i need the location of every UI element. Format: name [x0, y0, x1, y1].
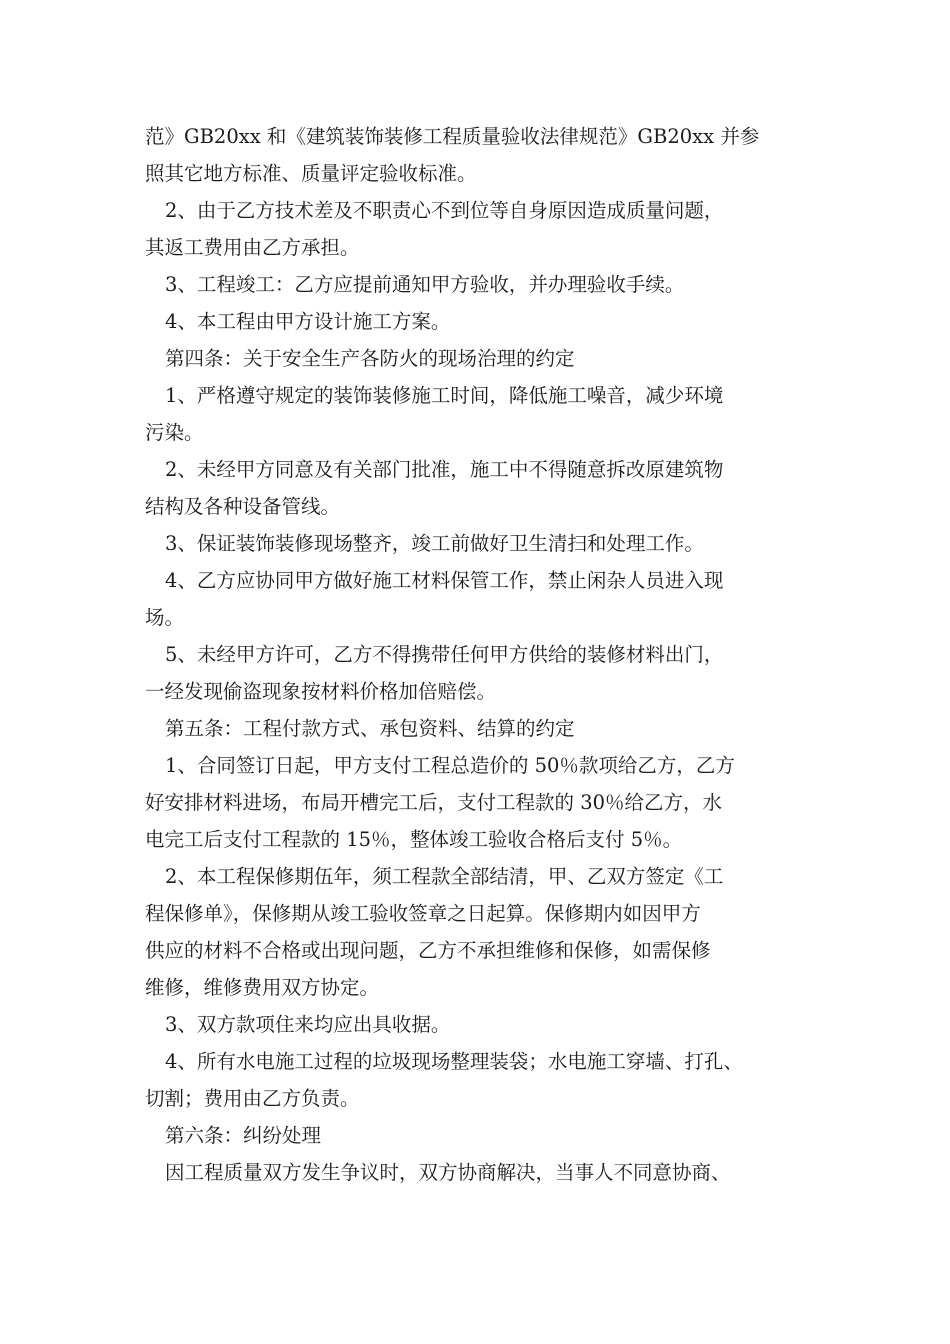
text-line: 2、由于乙方技术差及不职责心不到位等自身原因造成质量问题，: [165, 199, 724, 222]
document-body: [145, 118, 835, 1191]
text-line: 电完工后支付工程款的 15％，整体竣工验收合格后支付 5％。: [145, 828, 683, 851]
text-line: 4、所有水电施工过程的垃圾现场整理装袋；水电施工穿墙、打孔、: [165, 1050, 743, 1073]
text-line: 范》GB20xx 和《建筑装饰装修工程质量验收法律规范》GB20xx 并参: [145, 125, 760, 148]
text-line: 2、未经甲方同意及有关部门批准，施工中不得随意拆改原建筑物: [165, 458, 724, 481]
text-line: 维修，维修费用双方协定。: [145, 976, 380, 999]
text-line: 其返工费用由乙方承担。: [145, 236, 360, 259]
text-line: 一经发现偷盗现象按材料价格加倍赔偿。: [145, 680, 497, 703]
text-line: 好安排材料进场，布局开槽完工后，支付工程款的 30％给乙方，水: [145, 791, 723, 814]
text-line: 2、本工程保修期伍年，须工程款全部结清，甲、乙双方签定《工: [165, 865, 724, 888]
text-line: 5、未经甲方许可，乙方不得携带任何甲方供给的装修材料出门，: [165, 643, 724, 666]
text-line: 场。: [145, 606, 185, 629]
text-line: 4、本工程由甲方设计施工方案。: [165, 310, 451, 333]
text-line: 3、双方款项住来均应出具收据。: [165, 1013, 451, 1036]
text-line: 污染。: [145, 421, 204, 444]
text-line: 程保修单》，保修期从竣工验收签章之日起算。保修期内如因甲方: [145, 902, 701, 925]
text-line: 3、工程竣工：乙方应提前通知甲方验收，并办理验收手续。: [165, 273, 685, 296]
text-line: 第六条：纠纷处理: [165, 1124, 322, 1147]
text-line: 照其它地方标准、质量评定验收标准。: [145, 162, 477, 185]
text-line: 切割；费用由乙方负责。: [145, 1087, 360, 1110]
text-line: 4、乙方应协同甲方做好施工材料保管工作，禁止闲杂人员进入现: [165, 569, 724, 592]
text-line: 供应的材料不合格或出现问题，乙方不承担维修和保修，如需保修: [145, 939, 711, 962]
text-line: 第四条：关于安全生产各防火的现场治理的约定: [165, 347, 575, 370]
text-line: 结构及各种设备管线。: [145, 495, 341, 518]
text-line: 1、严格遵守规定的装饰装修施工时间，降低施工噪音，减少环境: [165, 384, 724, 407]
text-line: 第五条：工程付款方式、承包资料、结算的约定: [165, 717, 575, 740]
text-line: 1、合同签订日起，甲方支付工程总造价的 50％款项给乙方，乙方: [165, 754, 735, 777]
text-line: 3、保证装饰装修现场整齐，竣工前做好卫生清扫和处理工作。: [165, 532, 704, 555]
text-line: 因工程质量双方发生争议时，双方协商解决，当事人不同意协商、: [165, 1161, 731, 1184]
